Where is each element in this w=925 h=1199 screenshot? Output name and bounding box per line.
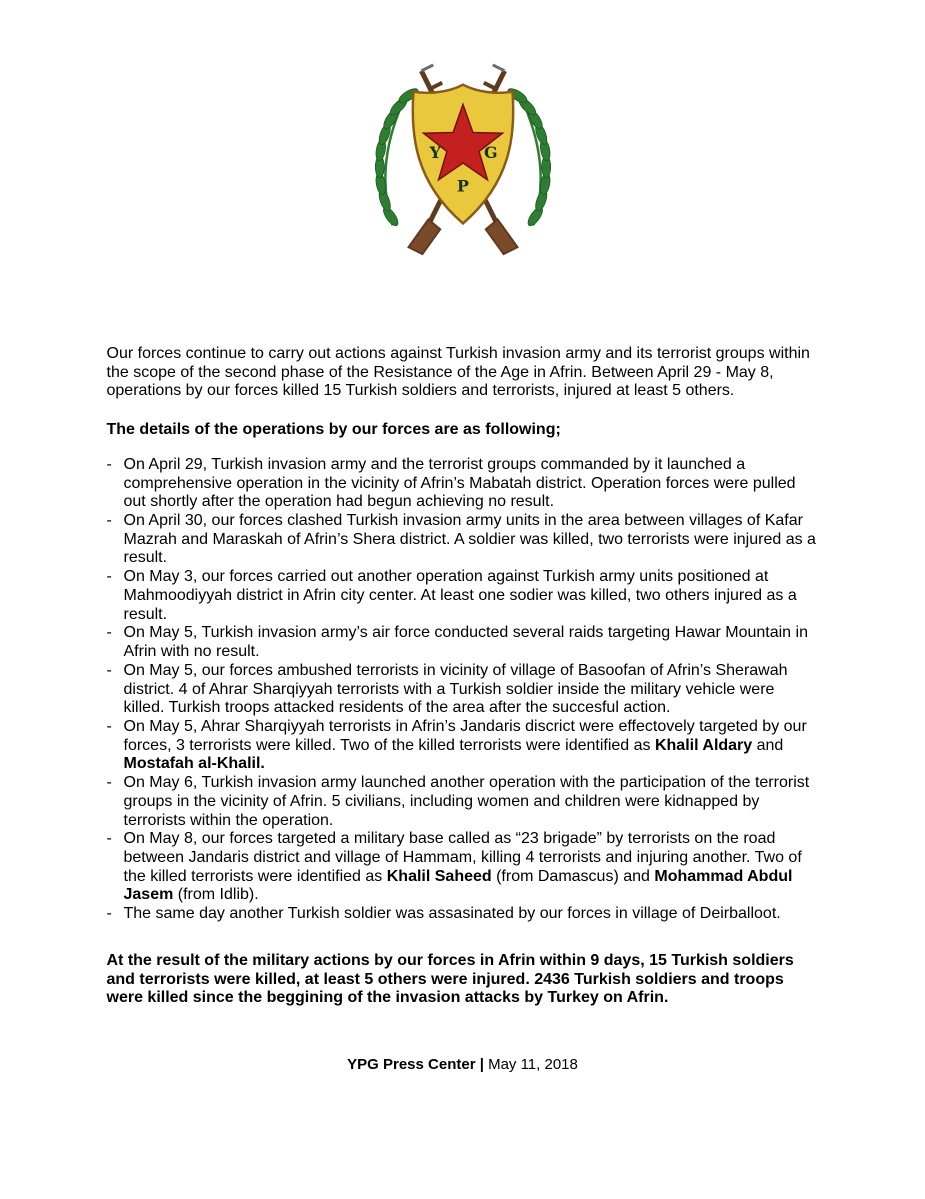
list-item: - On May 5, Ahrar Sharqiyyah terrorists in Afrin’s Jandaris discrict were effectovely targeted by our forces, 3 terrorists were killed. Two of the killed terrorists were identified as Khalil Aldary and Mostafah al-Khalil. [107,718,819,774]
details-heading: The details of the operations by our forces are as following; [106,421,561,439]
operations-list [107,456,819,924]
emblem-letter-g: G [483,143,497,163]
emblem-letter-p: P [456,176,469,196]
intro-paragraph: Our forces continue to carry out actions against Turkish invasion army and its terrorist groups within the scope of the second phase of the Resistance of the Age in Afrin. Between April 29 - May 8, operations by our forces killed 15 Turkish soldiers and terrorists, injured at least 5 others. [106,345,810,400]
list-item: - On May 5, our forces ambushed terrorists in vicinity of village of Basoofan of Afrin’s Sherawah district. 4 of Ahrar Sharqiyyah terrorists with a Turkish soldier inside the military vehicle were killed. Turkish troops attacked residents of the area after the succesful action. [107,662,819,718]
list-item: - On May 6, Turkish invasion army launched another operation with the participation of the terrorist groups in the vicinity of Afrin. 5 civilians, including women and children were kidnapped by terrorists within the operation. [107,774,819,830]
list-item: - On April 29, Turkish invasion army and the terrorist groups commanded by it launched a comprehensive operation in the vicinity of Afrin’s Mabatah district. Operation forces were pulled out shortly after the operation had begun achieving no result. [107,456,819,512]
footer-date: May 11, 2018 [488,1056,578,1073]
list-item: - On May 3, our forces carried out another operation against Turkish army units positioned at Mahmoodiyyah district in Afrin city center. At least one sodier was killed, two others injured as a result. [107,568,819,624]
list-item: - On May 8, our forces targeted a military base called as “23 brigade” by terrorists on the road between Jandaris district and village of Hammam, killing 4 terrorists and injuring another. Two of the killed terrorists were identified as Khalil Saheed (from Damascus) and Mohammad Abdul Jasem (from Idlib). [107,830,819,905]
ypg-emblem-icon [357,55,569,263]
footer-source: YPG Press Center | [347,1056,484,1073]
document-body [107,345,819,1074]
conclusion-paragraph: At the result of the military actions by our forces in Afrin within 9 days, 15 Turkish soldiers and terrorists were killed, at least 5 others were injured. 2436 Turkish soldiers and troops were killed since the beggining of the invasion attacks by Turkey on Afrin. [106,951,794,1007]
list-item: - The same day another Turkish soldier was assasinated by our forces in village of Deirballoot. [107,905,819,924]
list-item: - On May 5, Turkish invasion army’s air force conducted several raids targeting Hawar Mountain in Afrin with no result. [107,624,819,661]
footer [107,1056,819,1074]
list-item: - On April 30, our forces clashed Turkish invasion army units in the area between villages of Kafar Mazrah and Maraskah of Afrin’s Shera district. A soldier was killed, two terrorists were injured as a result. [107,512,819,568]
emblem-letter-y: Y [429,143,441,163]
logo-container [0,0,925,263]
